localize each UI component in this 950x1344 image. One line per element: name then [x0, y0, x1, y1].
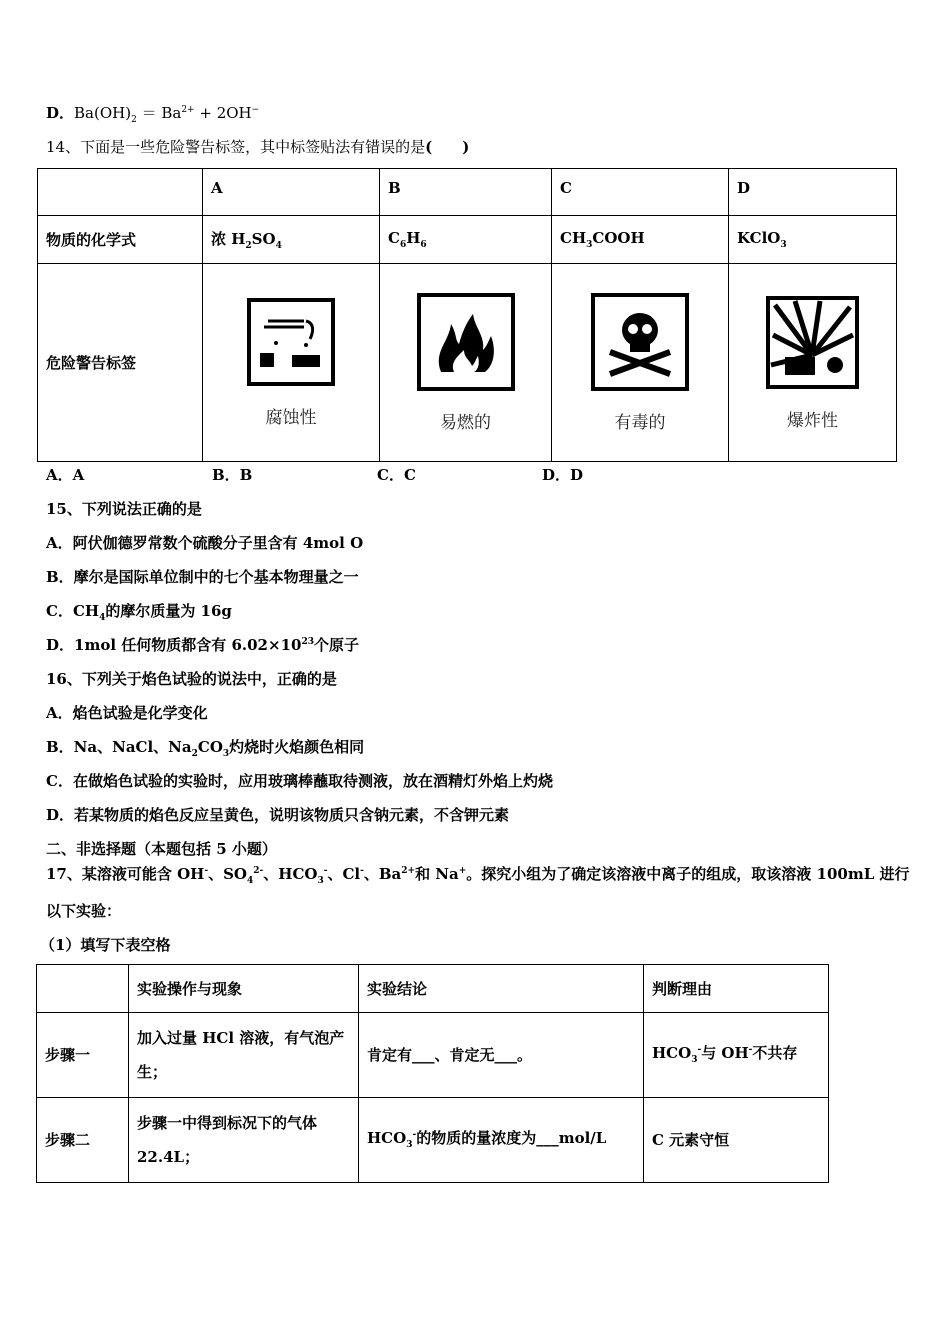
explosive-icon	[765, 295, 860, 390]
q15-option-c[interactable]: C．$CH_4$的摩尔质量为 16g	[46, 602, 232, 623]
label-cell-b	[380, 264, 552, 462]
formula-b: $C_6H_6$	[380, 216, 552, 264]
flammable-icon	[416, 292, 516, 392]
q17-stem: 17、某溶液可能含 OH-、$SO_4^{2-}$、$HCO_3^-$、Cl-、$Ba^{2+}$和 Na+。探究小组为了确定该溶液中离子的组成，取该溶液 100mL 进行	[46, 865, 910, 886]
q14-stem: 14、下面是一些危险警告标签，其中标签贴法有错误的是( )	[46, 138, 470, 156]
experiment-table	[36, 964, 829, 1183]
caption: 易燃的	[440, 413, 491, 433]
corrosive-icon	[246, 297, 336, 387]
header-cell: 实验操作与现象	[129, 965, 359, 1013]
formula-d: KClO$_3$	[729, 216, 897, 264]
hazard-label-table	[37, 168, 897, 462]
q16-option-d[interactable]: D．若某物质的焰色反应呈黄色，说明该物质只含钠元素，不含钾元素	[46, 806, 510, 824]
label-cell-c	[552, 264, 729, 462]
header-cell: A	[203, 169, 380, 216]
q13-option-d: D．$Ba(OH)_2 = Ba^{2+} + 2OH^-$	[46, 104, 260, 125]
q16-stem: 16、下列关于焰色试验的说法中，正确的是	[46, 670, 337, 688]
q16-option-c[interactable]: C．在做焰色试验的实验时，应用玻璃棒蘸取待测液，放在酒精灯外焰上灼烧	[46, 772, 553, 790]
header-cell: D	[729, 169, 897, 216]
q14-option-c[interactable]: C．C	[377, 466, 416, 484]
step-label: 步骤一	[37, 1013, 129, 1098]
operation-cell: 步骤一中得到标况下的气体 22.4L；	[129, 1098, 359, 1183]
formula-c: $CH_3COOH$	[552, 216, 729, 264]
caption: 腐蚀性	[265, 408, 317, 428]
label-cell-a	[203, 264, 380, 462]
reason-cell: C 元素守恒	[644, 1098, 829, 1183]
label-cell-d	[729, 264, 897, 462]
header-cell: 判断理由	[644, 965, 829, 1013]
q17-stem-line2: 以下实验：	[46, 902, 122, 920]
q16-option-a[interactable]: A．焰色试验是化学变化	[46, 704, 208, 722]
q14-option-d[interactable]: D．D	[542, 466, 584, 484]
q17-subquestion-1: （1）填写下表空格	[40, 936, 171, 954]
q14-option-b[interactable]: B．B	[212, 466, 253, 484]
caption: 有毒的	[614, 413, 666, 433]
toxic-skull-icon	[590, 292, 690, 392]
header-cell	[37, 965, 129, 1013]
header-cell	[38, 169, 203, 216]
row-label: 危险警告标签	[38, 264, 203, 462]
q14-option-a[interactable]: A．A	[46, 466, 85, 484]
row-label: 物质的化学式	[38, 216, 203, 264]
operation-cell: 加入过量 HCl 溶液，有气泡产生；	[129, 1013, 359, 1098]
step-label: 步骤二	[37, 1098, 129, 1183]
section-heading: 二、非选择题（本题包括 5 小题）	[46, 840, 277, 858]
header-cell: 实验结论	[359, 965, 644, 1013]
reason-cell: $HCO_3^-$与 OH-不共存	[644, 1013, 829, 1098]
q15-option-a[interactable]: A．阿伏伽德罗常数个硫酸分子里含有 4mol O	[46, 534, 364, 552]
q15-stem: 15、下列说法正确的是	[46, 500, 202, 518]
conclusion-cell[interactable]: 肯定有___、肯定无___。	[359, 1013, 644, 1098]
header-cell: C	[552, 169, 729, 216]
q15-option-b[interactable]: B．摩尔是国际单位制中的七个基本物理量之一	[46, 568, 359, 586]
conclusion-cell[interactable]: $HCO_3^-$的物质的量浓度为___mol/L	[359, 1098, 644, 1183]
header-cell: B	[380, 169, 552, 216]
caption: 爆炸性	[787, 410, 838, 431]
q15-option-d[interactable]: D．1mol 任何物质都含有 $6.02\times 10^{23}$个原子	[46, 636, 359, 654]
q16-option-b[interactable]: B．Na、NaCl、$Na_2CO_3$灼烧时火焰颜色相同	[46, 738, 365, 759]
formula-a: 浓 $H_2SO_4$	[203, 216, 380, 264]
